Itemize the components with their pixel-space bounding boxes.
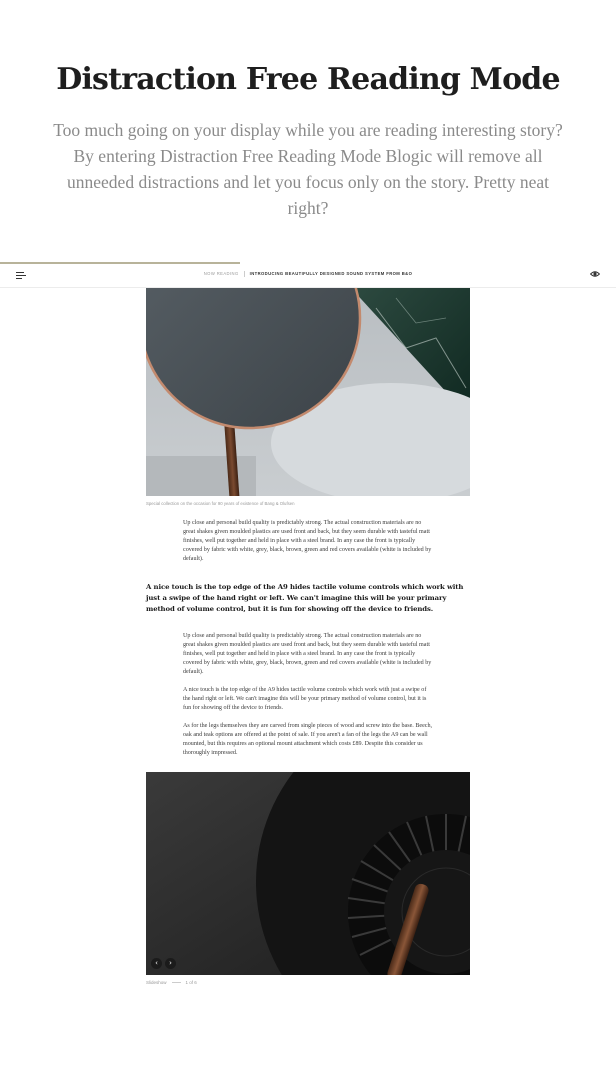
slideshow-counter: 1 of 6 (185, 980, 197, 985)
slideshow-label: Slideshow (146, 980, 167, 985)
divider (172, 982, 181, 983)
chevron-left-icon: ‹ (155, 959, 158, 967)
article-paragraph: As for the legs themselves they are carved from single pieces of wood and screw into the base. Beech, oak and teak options are offered at the point of sale. If you aren't a fan of the legs the A9 can be wall mounted, but this requires an optional mount attachment which costs £89. Despite this consider us thoroughly impressed. (183, 723, 433, 756)
page-description: Too much going on your display while you are reading interesting story? By entering Distraction Free Reading Mode Blogic will remove all unneeded distractions and let you focus only on the story. Pretty neat right? (53, 120, 563, 218)
slideshow-prev-button[interactable] (151, 958, 162, 969)
article-paragraph: A nice touch is the top edge of the A9 hides tactile volume controls which work with just a swipe of the hand right or left. We can't imagine this will be your primary method of volume control, but it is fun for showing off the device to friends. (183, 687, 427, 711)
image-caption: Special collection on the occasion for 90 years of existence of Bang & Olufsen (146, 501, 295, 506)
pull-quote: A nice touch is the top edge of the A9 hides tactile volume controls which work with just a swipe of the hand right or left. We can't imagine this will be your primary method of volume control, but it is fun for showing off the device to friends. (146, 583, 464, 613)
reading-topbar (0, 262, 616, 288)
now-reading-bar (0, 271, 616, 277)
slideshow-meta (146, 980, 197, 985)
slideshow-next-button[interactable] (165, 958, 176, 969)
article-paragraph: Up close and personal build quality is predictably strong. The actual construction materials are no great shakes given moulded plastics are used front and back, but they seem durable with tasteful matt finishes, well put together and held in place with a steel brand. In any case the front is typically covered by fabric with white, grey, black, brown, green and red covers available (white is included by default). (183, 520, 432, 562)
article-paragraph: Up close and personal build quality is predictably strong. The actual construction materials are no great shakes given moulded plastics are used front and back, but they seem durable with tasteful matt finishes, well put together and held in place with a steel brand. In any case the front is typically covered by fabric with white, grey, black, brown, green and red covers available (white is included by default). (183, 633, 432, 675)
article-image-speaker (146, 288, 470, 496)
chevron-right-icon: › (169, 959, 172, 967)
page-title: Distraction Free Reading Mode (56, 62, 560, 97)
eye-icon[interactable] (590, 269, 600, 279)
article-title: INTRODUCING BEAUTIFULLY DESIGNED SOUND SYSTEM FROM B&O (249, 271, 413, 277)
now-reading-label: NOW READING (203, 271, 239, 277)
slideshow-image (146, 772, 470, 975)
divider (244, 271, 245, 277)
reading-progress-bar (0, 262, 240, 264)
